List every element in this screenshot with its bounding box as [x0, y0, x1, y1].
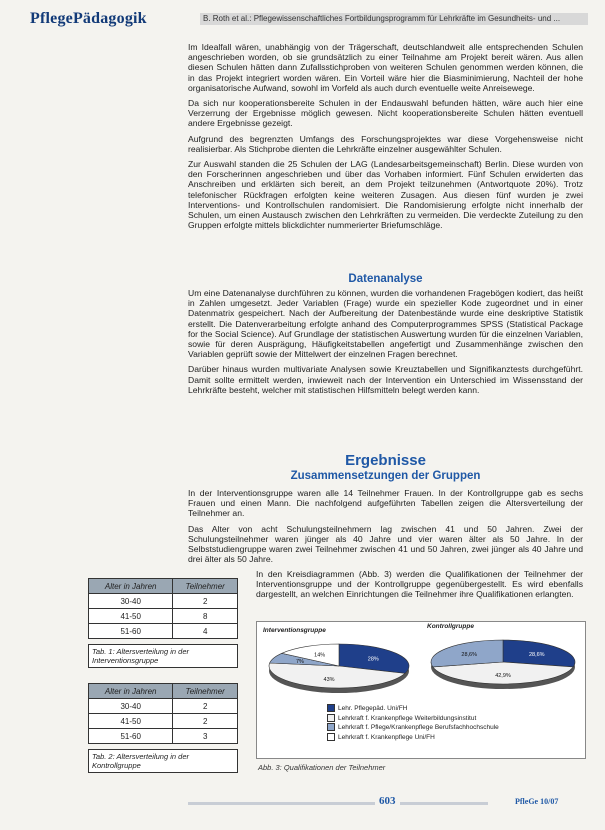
figure-caption: Abb. 3: Qualifikationen der Teilnehmer: [258, 763, 386, 772]
table-cell: 30-40: [89, 699, 173, 714]
pie-label: 28%: [367, 656, 379, 663]
table-row: [89, 699, 238, 714]
footer-rule: [188, 802, 488, 805]
table-header: Alter in Jahren: [89, 684, 173, 699]
pie-charts-svg: [257, 622, 585, 702]
legend-swatch: [327, 714, 335, 722]
table-cell: 2: [173, 714, 238, 729]
legend-label: Lehrkraft f. Krankenpflege Uni/FH: [338, 733, 435, 741]
pie-title: Kontrollgruppe: [427, 623, 474, 630]
paragraph: In den Kreisdiagrammen (Abb. 3) werden die Qualifikationen der Teilnehmer der Interventionsgruppe und der Kontrollgruppe gegenübergestellt. Es wird ebenfalls dargestellt, an welchen Einrichtungen die Teilnehmer ihre Qualifikationen erlangten.: [256, 569, 583, 600]
table-row: [89, 609, 238, 624]
section-sampling: [188, 42, 583, 235]
table-header: Teilnehmer: [173, 579, 238, 594]
legend-item: [327, 733, 499, 743]
journal-issue: PfleGe 10/07: [515, 797, 559, 806]
legend-swatch: [327, 723, 335, 731]
table-header: Teilnehmer: [173, 684, 238, 699]
legend-label: Lehrkraft f. Pflege/Krankenpflege Berufsfachhochschule: [338, 724, 499, 732]
section-ergebnisse-continued: [256, 569, 583, 605]
table-cell: 2: [173, 594, 238, 609]
page-number: 603: [375, 795, 400, 807]
section-ergebnisse: [188, 488, 583, 569]
paragraph: Da sich nur kooperationsbereite Schulen in der Endauswahl befunden hätten, wäre auch hier eine Verzerrung der Ergebnisse möglich gewesen. Nicht kooperationsbereite Schulen hätten eventuell andere Ergebnisse gezeigt.: [188, 98, 583, 129]
pie-label: 43%: [323, 676, 335, 683]
chart-legend: [327, 704, 499, 742]
legend-swatch: [327, 704, 335, 712]
pie-label: 14%: [314, 652, 326, 659]
heading-datenanalyse: Datenanalyse: [348, 273, 423, 285]
table-cell: 51-60: [89, 624, 173, 639]
paragraph: Zur Auswahl standen die 25 Schulen der LAG (Landesarbeitsgemeinschaft) Berlin. Diese wurden von den Forscherinnen angeschrieben und über das Vorhaben informiert. Fünf Schulen erwiderten das Anschreiben und erklärten sich bereit, an dem Projekt teilzunehmen (Antwortquote 20%). Trotz telefonischer Rückfragen erfolgten keine weiteren Zusagen. Aus diesen fünf wurden je zwei Interventions- und Kontrollschulen randomisiert. Die Randomisierung erfolgte nicht innerhalb der Schulen, um einen Austausch zwischen den Lehrkräften zu vermeiden. Die verdeckte Zuteilung zu den Gruppen erfolgte mittels blickdichter nummerierter Briefumschläge.: [188, 159, 583, 231]
pie-chart-figure: [256, 621, 586, 759]
table-cell: 41-50: [89, 714, 173, 729]
paragraph: Das Alter von acht Schulungsteilnehmern lag zwischen 41 und 50 Jahren. Zwei der Schulungsteilnehmer waren jünger als 40 Jahre und vier waren älter als 50 Jahre. In der Selbststudiengruppe waren zwei Teilnehmer zwischen 41 und 50 Jahren, zwei jünger als 40 Jahre und drei älter als 50 Jahre.: [188, 523, 583, 565]
table-caption: Tab. 2: Altersverteilung in der Kontrollgruppe: [88, 749, 238, 773]
table-cell: 51-60: [89, 729, 173, 744]
heading-ergebnisse: Ergebnisse: [345, 452, 426, 469]
paragraph: Um eine Datenanalyse durchführen zu können, wurden die vorhandenen Fragebögen kodiert, das heißt in Zahlen umgesetzt. Jeder Variablen (Frage) wurde ein spezieller Kode zugeordnet und in einer Datenmatrix gespeichert. Nach der Aufbereitung der Datenbestände wurde eine deskriptive Statistik erstellt. Die Datenverarbeitung erfolgte anhand des Computerprogrammes SPSS (Statistical Package for the Social Science). Auf Grundlage der statistischen Auswertung wurden für die einzelnen Variablen, sowie für deren Ausprägung, Häufigkeitstabellen angefertigt und Zusammenhänge zwischen den Variablen geprüft sowie der Mittelwert der einzelnen Fragen berechnet.: [188, 288, 583, 360]
table-age-intervention: [88, 578, 238, 639]
pie-label: 42,9%: [495, 673, 511, 680]
legend-label: Lehr. Pflegepäd. Uni/FH: [338, 705, 408, 712]
legend-item: [327, 704, 499, 714]
paragraph: Darüber hinaus wurden multivariate Analysen sowie Kreuztabellen und Signifikanztests durchgeführt. Damit sollte ermittelt werden, inwieweit nach der Intervention ein Unterschied im Wissensstand der Lehrkräfte besteht, welcher mit statistischen Hilfsmitteln belegt werden kann.: [188, 364, 583, 395]
pie-label: 7%: [295, 659, 304, 666]
pie-label: 28,6%: [461, 651, 478, 658]
paragraph: Aufgrund des begrenzten Umfangs des Forschungsprojektes war diese Vorgehensweise nicht realisierbar. Als Stichprobe dienten die Lehrkräfte einzelner ausgewählter Schulen.: [188, 133, 583, 154]
page-header: [0, 10, 605, 40]
table-cell: 8: [173, 609, 238, 624]
table-cell: 2: [173, 699, 238, 714]
table-cell: 30-40: [89, 594, 173, 609]
section-datenanalyse: [188, 288, 583, 400]
table-caption: Tab. 1: Altersverteilung in der Interventionsgruppe: [88, 644, 238, 668]
legend-item: [327, 714, 499, 724]
table-cell: 3: [173, 729, 238, 744]
legend-label: Lehrkraft f. Krankenpflege Weiterbildungsinstitut: [338, 714, 477, 722]
subheading-zusammensetzung: Zusammensetzungen der Gruppen: [290, 470, 481, 482]
running-title: B. Roth et al.: Pflegewissenschaftliches Fortbildungsprogramm für Lehrkräfte im Gesundheits- und ...: [200, 13, 588, 25]
pie-title: Interventionsgruppe: [263, 627, 326, 634]
journal-logo: PflegePädagogik: [30, 10, 147, 27]
paragraph: In der Interventionsgruppe waren alle 14 Teilnehmer Frauen. In der Kontrollgruppe gab es sechs Frauen und einen Mann. Die nachfolgend aufgeführten Tabellen zeigen die Altersverteilung der Teilnehmer an.: [188, 488, 583, 519]
paragraph: Im Idealfall wären, unabhängig von der Trägerschaft, deutschlandweit alle entsprechenden Schulen angeschrieben worden, ob sie grundsätzlich zu einer Teilnahme am Projekt bereit wären. Aus allen diesen Schulen hätten dann Zufallsstichproben von weiteren Schulen genommen werden können, die in das Projekt integriert worden wären. Ein Vorteil wäre hier die Biasminimierung, Nachteil der hohe organisatorische Aufwand, sowohl im Vorfeld als auch durch eventuelle weite Anreisewege.: [188, 42, 583, 93]
legend-item: [327, 723, 499, 733]
page-footer: [0, 795, 605, 815]
table-row: [89, 714, 238, 729]
pie-label: 28,6%: [528, 651, 545, 658]
table-row: [89, 594, 238, 609]
table-cell: 41-50: [89, 609, 173, 624]
table-age-control: [88, 683, 238, 744]
table-row: [89, 624, 238, 639]
table-row: [89, 729, 238, 744]
legend-swatch: [327, 733, 335, 741]
table-header: Alter in Jahren: [89, 579, 173, 594]
table-cell: 4: [173, 624, 238, 639]
